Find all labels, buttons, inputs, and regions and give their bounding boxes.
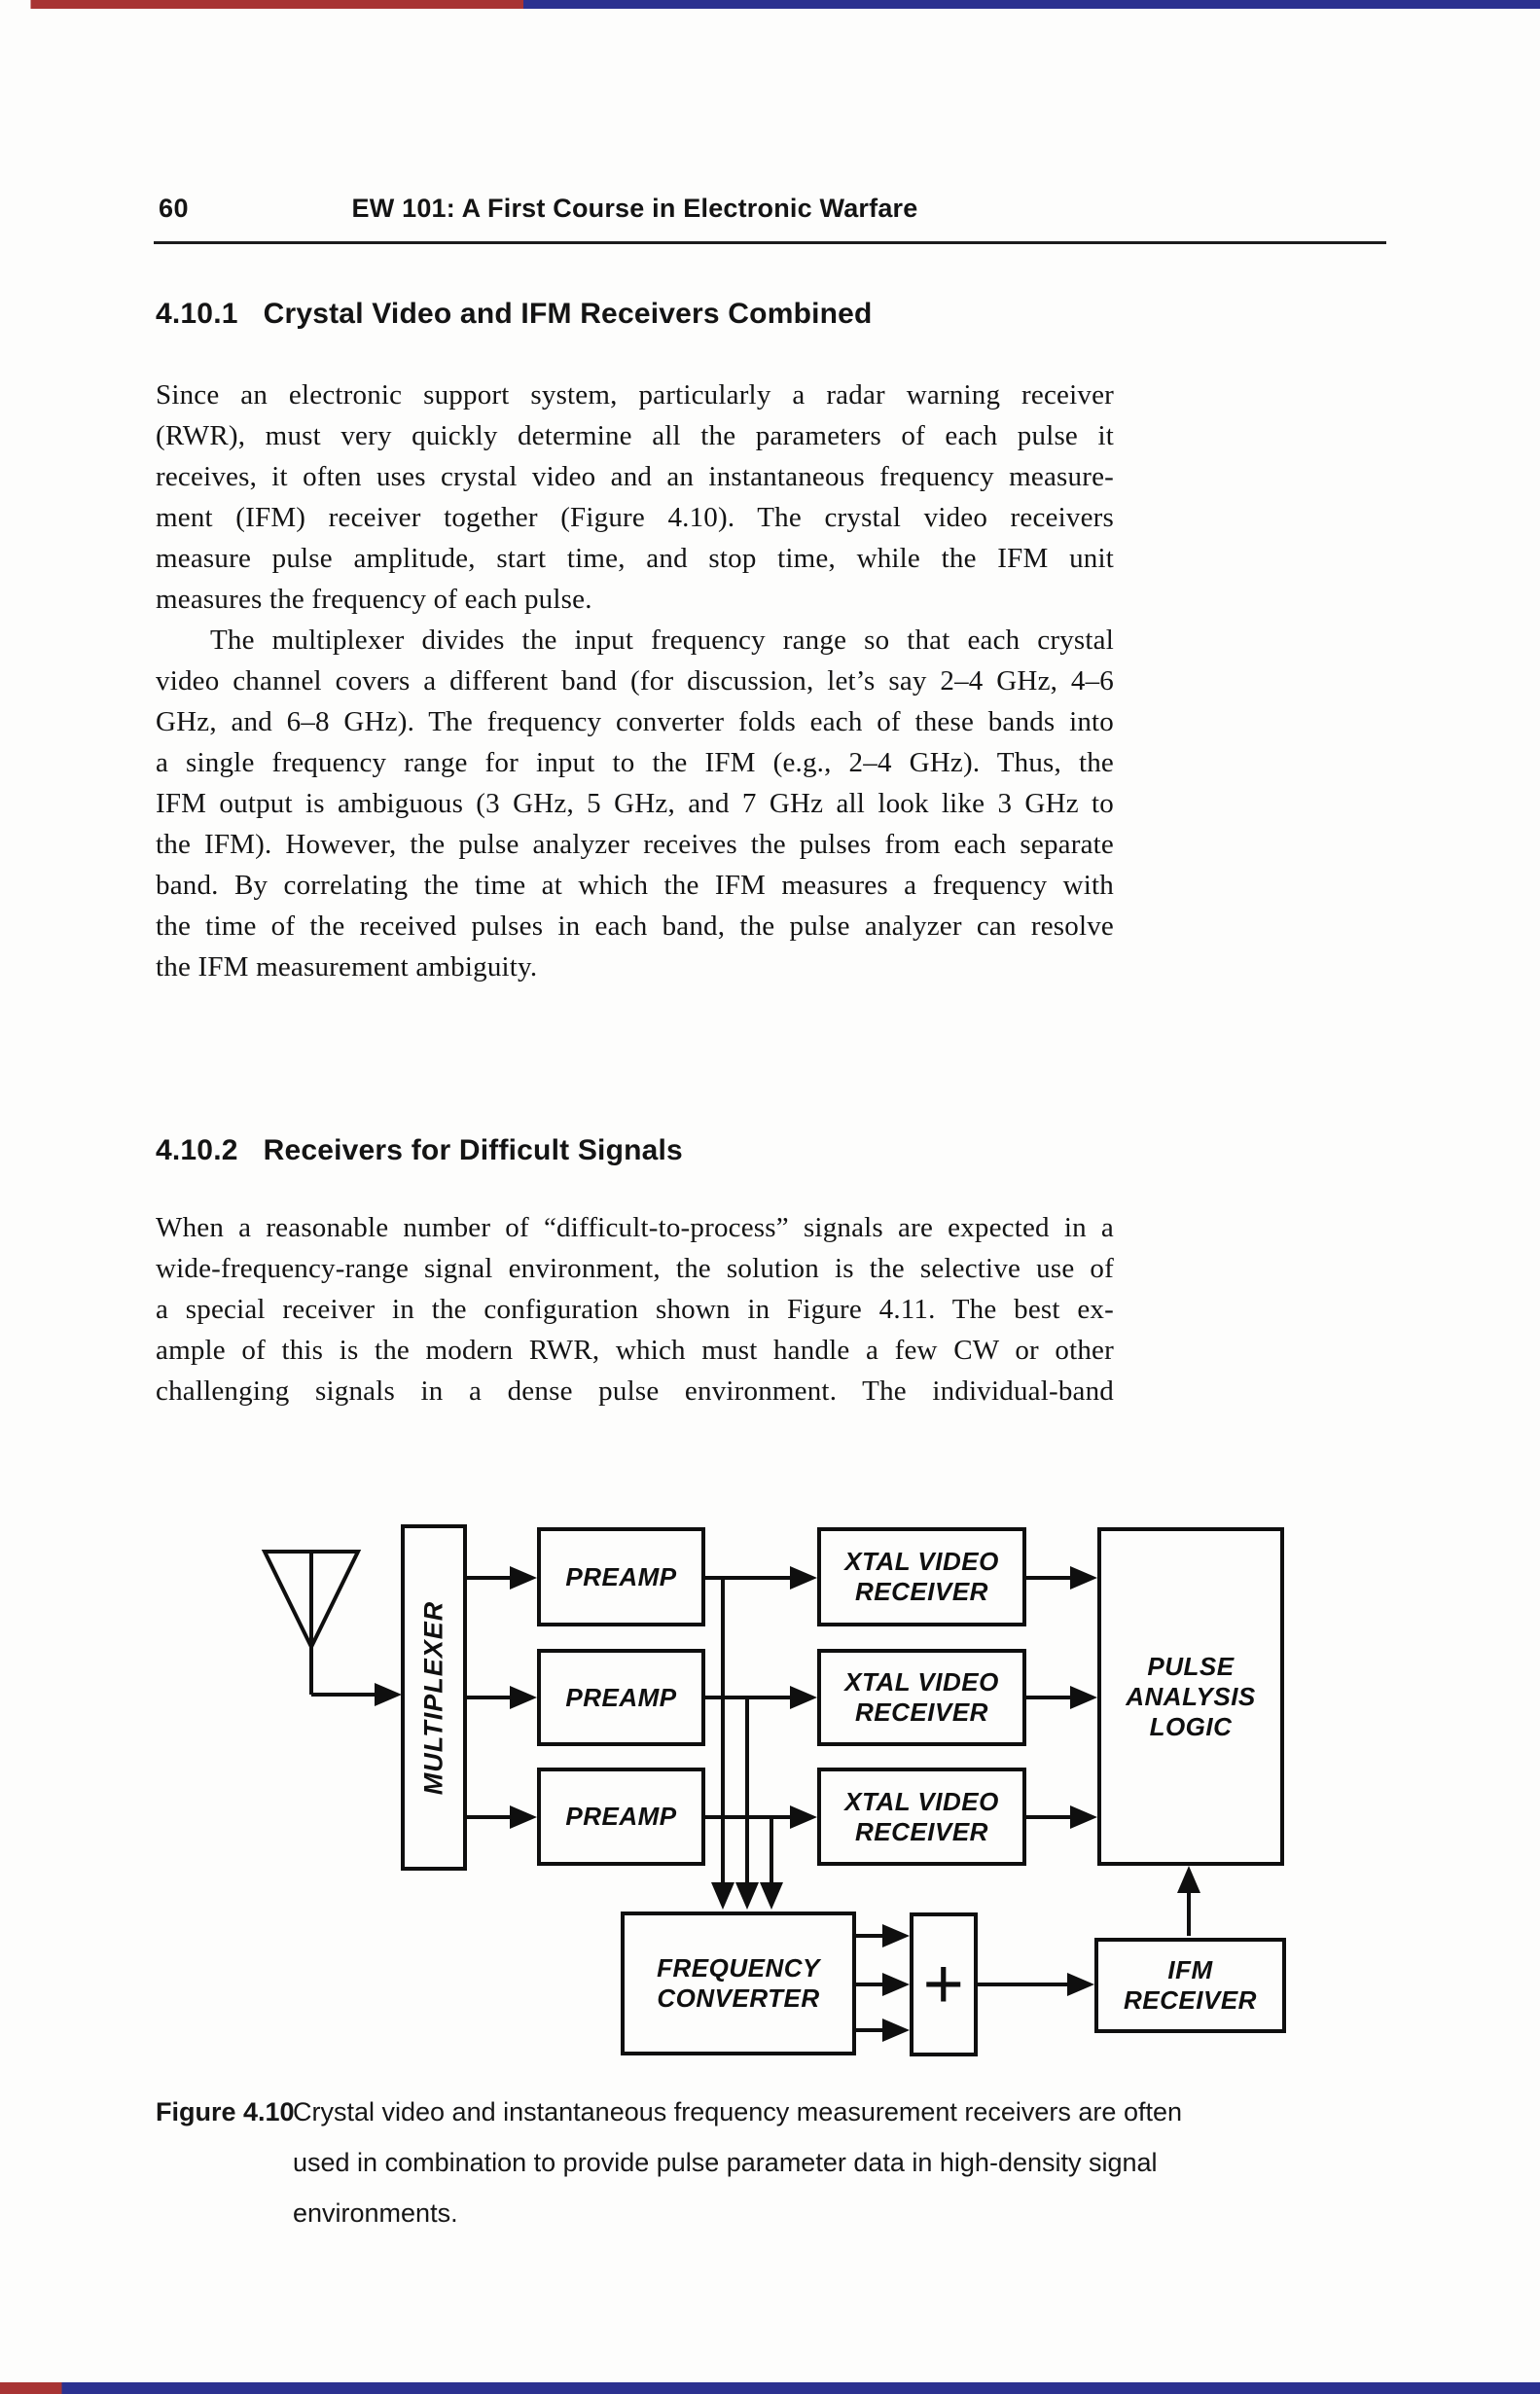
preamp-label: PREAMP xyxy=(565,1561,677,1591)
pulse-label-line2: ANALYSIS xyxy=(1126,1681,1256,1711)
text-line: wide-frequency-range signal environment, the solution is the selective use of xyxy=(156,1253,1114,1284)
preamp-label: PREAMP xyxy=(565,1682,677,1712)
section-heading xyxy=(156,297,1114,332)
plus-icon: + xyxy=(922,1946,965,2023)
xtal-label-line1: XTAL VIDEO xyxy=(844,1786,999,1816)
xtal-label-line1: XTAL VIDEO xyxy=(844,1547,999,1576)
section-title: Receivers for Difficult Signals xyxy=(263,1134,683,1166)
xtal-video-receiver-box-1 xyxy=(817,1527,1026,1626)
xtal-label-line1: XTAL VIDEO xyxy=(844,1667,999,1697)
frequency-converter-box xyxy=(621,1912,856,2055)
antenna-icon xyxy=(265,1552,376,1695)
preamp-label: PREAMP xyxy=(565,1802,677,1831)
preamp-box-3 xyxy=(537,1768,705,1866)
text-line: When a reasonable number of “difficult-to-process” signals are expected in a xyxy=(156,1212,1114,1243)
text-line: The multiplexer divides the input frequency range so that each crystal xyxy=(210,625,1114,656)
caption-line: environments. xyxy=(293,2198,458,2228)
xtal-video-receiver-box-2 xyxy=(817,1649,1026,1746)
pulse-label-line3: LOGIC xyxy=(1149,1711,1233,1741)
content-column xyxy=(156,297,1114,1411)
preamp-box-2 xyxy=(537,1649,705,1746)
caption-line: Crystal video and instantaneous frequency measurement receivers are often xyxy=(293,2097,1182,2126)
text-line: IFM output is ambiguous (3 GHz, 5 GHz, and 7 GHz all look like 3 GHz to xyxy=(156,788,1114,819)
text-line: video channel covers a different band (for discussion, let’s say 2–4 GHz, 4–6 xyxy=(156,665,1114,697)
ifm-label-line2: RECEIVER xyxy=(1124,1985,1257,2015)
text-line: band. By correlating the time at which the IFM measures a frequency with xyxy=(156,870,1114,901)
section-heading xyxy=(156,1133,1114,1168)
ifm-receiver-box xyxy=(1094,1938,1286,2033)
pulse-analysis-logic-box xyxy=(1097,1527,1284,1866)
text-line: ample of this is the modern RWR, which must handle a few CW or other xyxy=(156,1335,1114,1366)
pulse-label-line1: PULSE xyxy=(1147,1651,1235,1681)
figure-caption xyxy=(156,2087,1352,2238)
ifm-label-line1: IFM xyxy=(1167,1955,1213,1984)
paragraph xyxy=(156,620,1114,987)
text-line: measures the frequency of each pulse. xyxy=(156,584,592,615)
running-title: EW 101: A First Course in Electronic Warfare xyxy=(351,194,918,223)
header-rule xyxy=(154,241,1386,244)
xtal-label-line2: RECEIVER xyxy=(855,1697,988,1727)
preamp-box-1 xyxy=(537,1527,705,1626)
xtal-label-line2: RECEIVER xyxy=(855,1816,988,1846)
text-line: a single frequency range for input to the IFM (e.g., 2–4 GHz). Thus, the xyxy=(156,747,1114,778)
section-title: Crystal Video and IFM Receivers Combined xyxy=(263,298,873,330)
paragraph xyxy=(156,375,1114,620)
text-line: measure pulse amplitude, start time, and stop time, while the IFM unit xyxy=(156,543,1114,574)
caption-label: Figure 4.10 xyxy=(156,2097,295,2126)
xtal-video-receiver-box-3 xyxy=(817,1768,1026,1866)
combiner-box xyxy=(910,1912,978,2056)
section-number: 4.10.1 xyxy=(156,298,238,330)
scan-edge-artifact-bottom xyxy=(0,2382,1540,2394)
section-number: 4.10.2 xyxy=(156,1134,238,1166)
text-line: the IFM). However, the pulse analyzer receives the pulses from each separate xyxy=(156,829,1114,860)
caption-text xyxy=(293,2087,1352,2238)
paragraph xyxy=(156,1207,1114,1411)
figure-diagram xyxy=(151,1503,1386,2096)
text-line: (RWR), must very quickly determine all the parameters of each pulse it xyxy=(156,420,1114,451)
multiplexer-box xyxy=(401,1524,467,1871)
text-line: a special receiver in the configuration shown in Figure 4.11. The best ex- xyxy=(156,1294,1114,1325)
text-line: challenging signals in a dense pulse environment. The individual-band xyxy=(156,1376,1114,1407)
text-line: Since an electronic support system, particularly a radar warning receiver xyxy=(156,379,1114,411)
text-line: GHz, and 6–8 GHz). The frequency converter folds each of these bands into xyxy=(156,706,1114,737)
text-line: ment (IFM) receiver together (Figure 4.10). The crystal video receivers xyxy=(156,502,1114,533)
text-line: the IFM measurement ambiguity. xyxy=(156,951,538,983)
scan-edge-artifact-top xyxy=(0,0,1540,9)
multiplexer-label: MULTIPLEXER xyxy=(418,1600,448,1795)
text-line: the time of the received pulses in each band, the pulse analyzer can resolve xyxy=(156,911,1114,942)
frequency-converter-label-line1: FREQUENCY xyxy=(657,1953,820,1983)
page-number: 60 xyxy=(159,194,190,223)
caption-line: used in combination to provide pulse parameter data in high-density signal xyxy=(293,2148,1158,2177)
text-line: receives, it often uses crystal video and an instantaneous frequency measure- xyxy=(156,461,1114,492)
xtal-label-line2: RECEIVER xyxy=(855,1577,988,1606)
frequency-converter-label-line2: CONVERTER xyxy=(657,1983,820,2013)
